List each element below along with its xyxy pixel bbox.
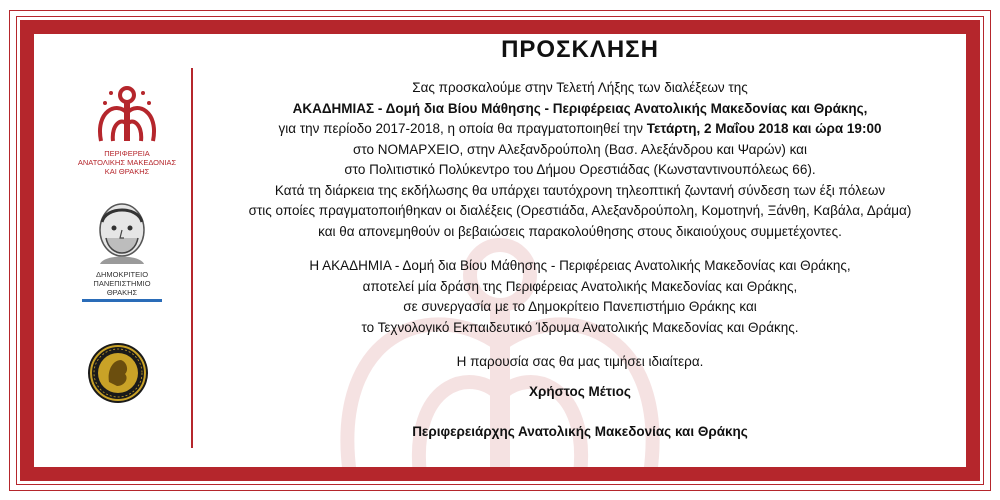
event-period-text: για την περίοδο 2017-2018, η οποία θα πραγματοποιηθεί την: [278, 121, 647, 136]
about-paragraph: [200, 256, 960, 338]
tei-logo: [78, 342, 158, 404]
university-logo-caption: [82, 270, 162, 302]
invitation-line: στις οποίες πραγματοποιήθηκαν οι διαλέξεις (Ορεστιάδα, Αλεξανδρούπολη, Κομοτηνή, Ξάνθη, Καβάλα, Δράμα): [248, 203, 912, 218]
page-title: ΠΡΟΣΚΛΗΣΗ: [501, 36, 659, 63]
about-line: το Τεχνολογικό Εκπαιδευτικό Ίδρυμα Ανατολικής Μακεδονίας και Θράκης.: [361, 319, 799, 335]
region-logo-caption: [72, 149, 182, 176]
venue-line: στο ΝΟΜΑΡΧΕΙΟ, στην Αλεξανδρούπολη (Βασ. Αλεξάνδρου και Ψαρών) και: [353, 141, 807, 157]
invitation-paragraph: [200, 78, 960, 242]
signatory-title: Περιφερειάρχης Ανατολικής Μακεδονίας και Θράκης: [412, 424, 748, 439]
university-logo: [72, 200, 172, 302]
university-caption-line: ΠΑΝΕΠΙΣΤΗΜΙΟ: [93, 279, 151, 288]
region-caption-line: ΑΝΑΤΟΛΙΚΗΣ ΜΑΚΕΔΟΝΙΑΣ ΚΑΙ ΘΡΑΚΗΣ: [77, 158, 177, 176]
venue-line: στο Πολιτιστικό Πολύκεντρο του Δήμου Ορεστιάδας (Κωνσταντινουπόλεως 66).: [344, 162, 816, 177]
event-date-line: [200, 119, 960, 140]
about-line: σε συνεργασία με το Δημοκρίτειο Πανεπιστήμιο Θράκης και: [403, 299, 757, 314]
invitation-line: Σας προσκαλούμε στην Τελετή Λήξης των διαλέξεων της: [412, 80, 748, 95]
invitation-content: [200, 36, 960, 442]
event-datetime: Τετάρτη, 2 Μαΐου 2018 και ώρα 19:00: [646, 121, 882, 136]
university-caption-line: ΔΗΜΟΚΡΙΤΕΙΟ: [95, 270, 149, 279]
closing-text: Η παρουσία σας θα μας τιμήσει ιδιαίτερα.: [456, 354, 704, 369]
about-line: αποτελεί μία δράση της Περιφέρειας Ανατολικής Μακεδονίας και Θράκης,: [362, 278, 798, 294]
invitation-line: Κατά τη διάρκεια της εκδήλωσης θα υπάρχει ταυτόχρονη τηλεοπτική ζωντανή σύνδεση των έξι πόλεων: [274, 182, 886, 198]
invitation-line: και θα απονεμηθούν οι βεβαιώσεις παρακολούθησης στους δικαιούχους συμμετέχοντες.: [318, 223, 842, 239]
vertical-divider: [191, 68, 193, 448]
academy-name-line: ΑΚΑΔΗΜΙΑΣ - Δομή δια Βίου Μάθησης - Περιφέρειας Ανατολικής Μακεδονίας και Θράκης,: [292, 100, 868, 116]
tei-seal-icon: [87, 342, 149, 404]
region-emblem-icon: [95, 83, 159, 145]
democritus-portrait-icon: [92, 200, 152, 266]
university-caption-line: ΘΡΑΚΗΣ: [106, 288, 138, 297]
region-caption-line: ΠΕΡΙΦΕΡΕΙΑ: [104, 149, 150, 158]
about-line: Η ΑΚΑΔΗΜΙΑ - Δομή δια Βίου Μάθησης - Περιφέρειας Ανατολικής Μακεδονίας και Θράκης,: [309, 258, 851, 273]
region-logo: [72, 83, 182, 176]
signatory-name: Χρήστος Μέτιος: [529, 384, 631, 399]
